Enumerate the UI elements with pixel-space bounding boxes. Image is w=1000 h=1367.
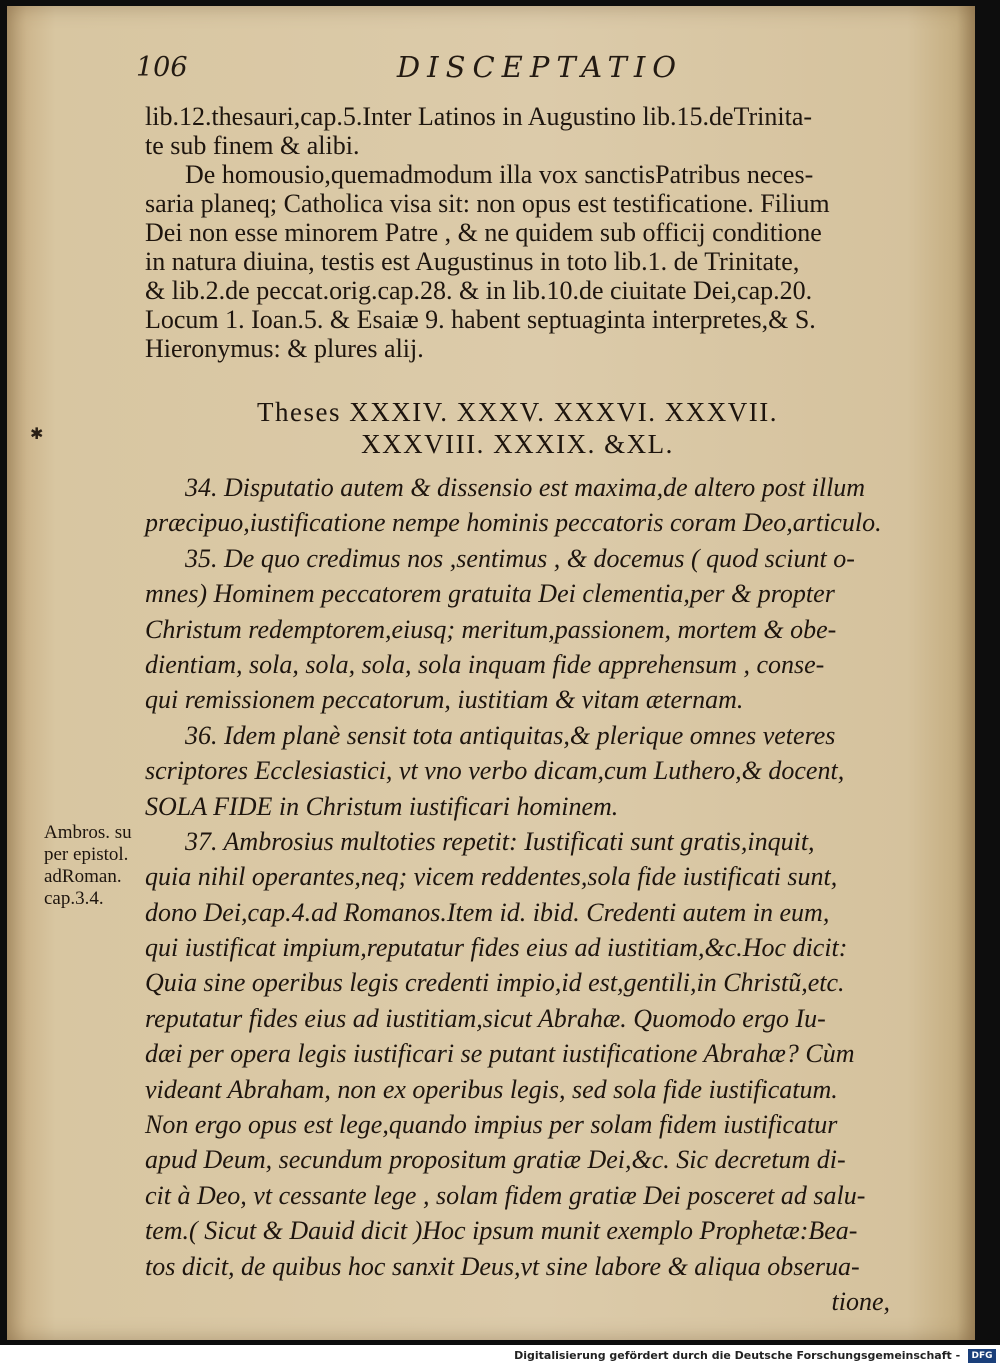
text-line: Hieronymus: & plures alij. xyxy=(145,334,424,363)
dfg-logo-icon: DFG xyxy=(968,1349,996,1363)
page-number: 106 xyxy=(136,52,188,83)
text-line: reputatur fides eius ad iustitiam,sicut Abrahæ. Quomodo ergo Iu- xyxy=(145,1003,826,1033)
text-line: tos dicit, de quibus hoc sanxit Deus,vt sine labore & aliqua obserua- xyxy=(145,1251,860,1281)
text-line: scriptores Ecclesiastici, vt vno verbo dicam,cum Luthero,& docent, xyxy=(145,756,845,786)
thesis-37-line: 37. Ambrosius multoties repetit: Iustificati sunt gratis,inquit, xyxy=(185,826,815,856)
text-line: cit à Deo, vt cessante lege , solam fidem gratiæ Dei posceret ad salu- xyxy=(145,1180,866,1210)
footer-credit-text: Digitalisierung gefördert durch die Deutsche Forschungsgemeinschaft - xyxy=(514,1349,961,1362)
digitization-footer xyxy=(0,1345,1000,1367)
ink-smudge-mark: ✱ xyxy=(30,424,44,443)
text-line: videant Abraham, non ex operibus legis, sed sola fide iustificatum. xyxy=(145,1074,838,1104)
text-line: Christum redemptorem,eiusq; meritum,passionem, mortem & obe- xyxy=(145,614,837,644)
text-line: præcipuo,iustificatione nempe hominis peccatoris coram Deo,articulo. xyxy=(145,508,882,538)
text-line: tem.( Sicut & Dauid dicit )Hoc ipsum munit exemplo Prophetæ:Bea- xyxy=(145,1216,858,1246)
text-line: quia nihil operantes,neq; vicem reddentes,sola fide iustificati sunt, xyxy=(145,862,838,892)
thesis-35-line: 35. De quo credimus nos ,sentimus , & docemus ( quod sciunt o- xyxy=(185,543,855,573)
marginal-line: adRoman. xyxy=(44,866,122,887)
heading-line: XXXVIII. XXXIX. &XL. xyxy=(361,429,674,459)
text-line: Non ergo opus est lege,quando impius per solam fidem iustificatur xyxy=(145,1110,838,1140)
heading-line: Theses XXXIV. XXXV. XXXVI. XXXVII. xyxy=(257,397,778,427)
text-line: SOLA FIDE in Christum iustificari hominem. xyxy=(145,791,619,821)
catchword-line: tione, xyxy=(831,1286,890,1316)
body-text-roman xyxy=(145,102,890,363)
theses-heading xyxy=(145,396,890,460)
text-line: & lib.2.de peccat.orig.cap.28. & in lib.10.de ciuitate Dei,cap.20. xyxy=(145,276,813,305)
text-line: saria planeq; Catholica visa sit: non opus est testificatione. Filium xyxy=(145,189,830,218)
text-line: Locum 1. Ioan.5. & Esaiæ 9. habent septuaginta interpretes,& S. xyxy=(145,305,816,334)
marginal-line: cap.3.4. xyxy=(44,888,104,909)
text-line: te sub finem & alibi. xyxy=(145,131,360,160)
text-line: qui remissionem peccatorum, iustitiam & vitam æternam. xyxy=(145,685,744,715)
marginal-line: Ambros. su xyxy=(44,822,132,843)
text-line: lib.12.thesauri,cap.5.Inter Latinos in Augustino lib.15.deTrinita- xyxy=(145,102,813,131)
text-line: Quia sine operibus legis credenti impio,id est,gentili,in Christũ,etc. xyxy=(145,968,845,998)
text-line: De homousio,quemadmodum illa vox sanctisPatribus neces- xyxy=(185,160,814,189)
thesis-36-line: 36. Idem planè sensit tota antiquitas,& plerique omnes veteres xyxy=(185,720,836,750)
running-head: DISCEPTATIO xyxy=(396,50,684,84)
marginal-note xyxy=(44,822,144,910)
text-line: in natura diuina, testis est Augustinus in toto lib.1. de Trinitate, xyxy=(145,247,800,276)
text-line: dæi per opera legis iustificari se putant iustificatione Abrahæ? Cùm xyxy=(145,1039,855,1069)
body-text-theses xyxy=(145,470,890,1319)
text-line: mnes) Hominem peccatorem gratuita Dei clementia,per & propter xyxy=(145,579,835,609)
text-line: Dei non esse minorem Patre , & ne quidem sub officij conditione xyxy=(145,218,822,247)
marginal-line: per epistol. xyxy=(44,844,129,865)
text-line: dono Dei,cap.4.ad Romanos.Item id. ibid. Credenti autem in eum, xyxy=(145,897,830,927)
text-line: apud Deum, secundum propositum gratiæ Dei,&c. Sic decretum di- xyxy=(145,1145,846,1175)
page-edge-shadow xyxy=(957,6,975,1340)
text-line: qui iustificat impium,reputatur fides eius ad iustitiam,&c.Hoc dicit: xyxy=(145,933,848,963)
thesis-34-line: 34. Disputatio autem & dissensio est maxima,de altero post illum xyxy=(185,473,866,502)
text-line: dientiam, sola, sola, sola, sola inquam fide apprehensum , conse- xyxy=(145,649,825,679)
